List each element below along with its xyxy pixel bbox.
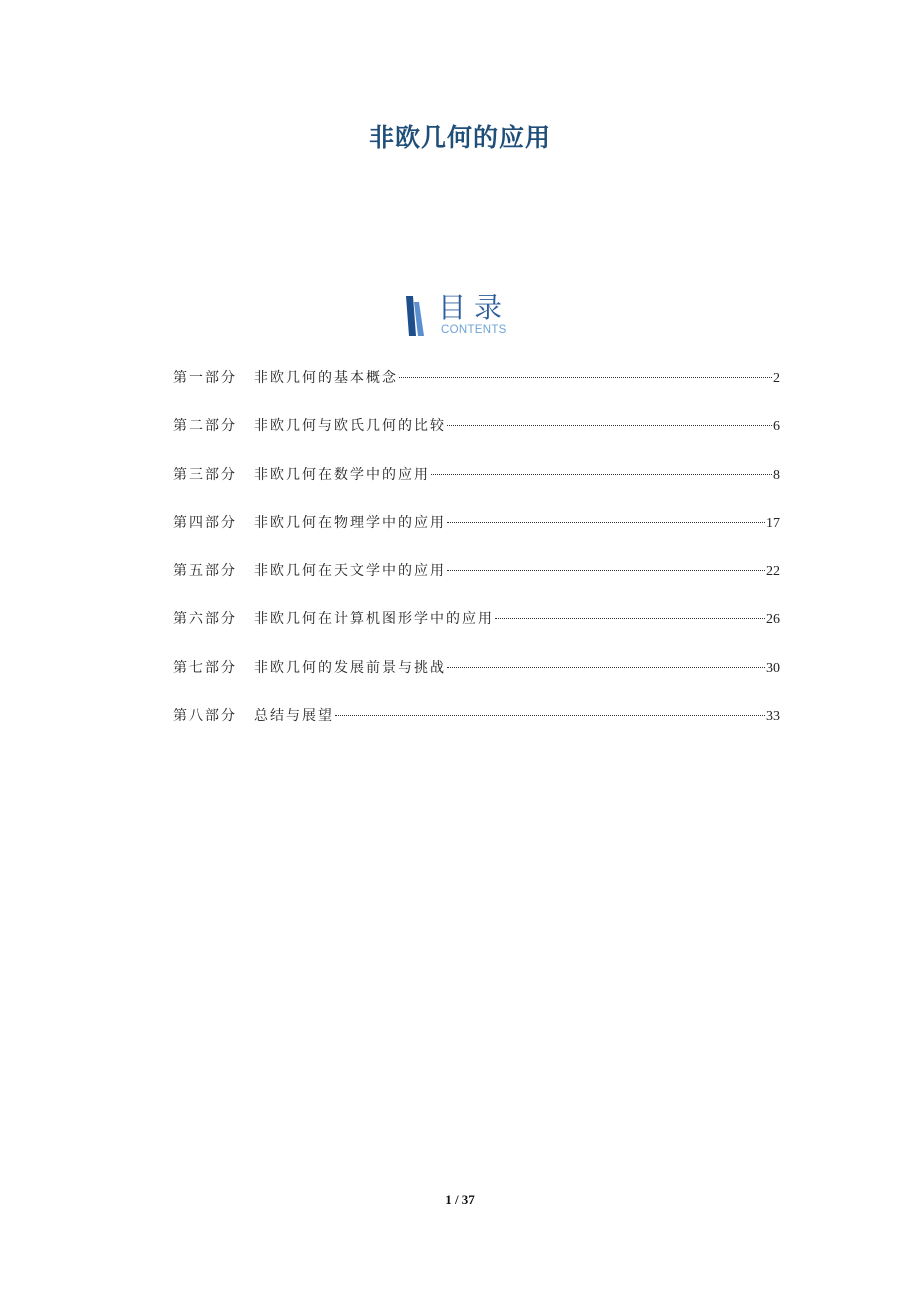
toc-entry-title: 非欧几何的基本概念: [254, 370, 398, 386]
toc-entry-part: 第五部分: [173, 563, 237, 580]
toc-dot-leader: [447, 667, 765, 668]
toc-entry-page: 33: [766, 709, 780, 725]
toc-dot-leader: [447, 425, 772, 426]
toc-header: [404, 292, 534, 342]
toc-heading: 目录: [438, 291, 511, 324]
toc-entry-page: 30: [766, 660, 780, 676]
toc-entry[interactable]: [173, 461, 780, 509]
toc-subheading: CONTENTS: [441, 324, 507, 336]
toc-entry-part: 第八部分: [173, 708, 237, 725]
toc-entry-page: 2: [773, 371, 780, 386]
toc-entry-page: 22: [766, 564, 780, 580]
toc-dot-leader: [447, 570, 765, 571]
toc-entry-part: 第七部分: [173, 659, 237, 676]
document-title: 非欧几何的应用: [368, 123, 551, 152]
toc-entry-part: 第三部分: [173, 466, 237, 483]
toc-entry[interactable]: [173, 364, 780, 412]
toc-entry-title: 非欧几何在物理学中的应用: [254, 514, 446, 531]
toc-entry-part: 第四部分: [173, 514, 237, 531]
toc-entry-title: 非欧几何与欧氏几何的比较: [254, 418, 446, 435]
toc-entry-title: 非欧几何在天文学中的应用: [254, 563, 446, 580]
toc-entry-part: 第六部分: [173, 611, 237, 628]
toc-entry-title: 非欧几何在计算机图形学中的应用: [254, 611, 494, 628]
blue-slanted-bars-icon: [404, 296, 428, 340]
page-indicator: 1 / 37: [445, 1192, 475, 1207]
toc-dot-leader: [431, 474, 772, 475]
toc-entry-title: 总结与展望: [254, 708, 334, 725]
toc-entry[interactable]: [173, 654, 780, 702]
toc-entry-title: 非欧几何的发展前景与挑战: [254, 659, 446, 676]
toc-entry-page: 17: [766, 515, 780, 531]
toc-entry-title: 非欧几何在数学中的应用: [254, 466, 430, 483]
toc-entry[interactable]: [173, 702, 780, 750]
toc-entry-page: 6: [773, 419, 780, 435]
toc-dot-leader: [447, 522, 765, 523]
toc-entry[interactable]: [173, 509, 780, 557]
toc-dot-leader: [399, 377, 772, 378]
toc-list: [173, 364, 780, 750]
toc-dot-leader: [495, 618, 765, 619]
toc-entry-page: 8: [773, 467, 780, 483]
toc-entry[interactable]: [173, 605, 780, 653]
toc-entry-part: 第二部分: [173, 418, 237, 435]
toc-dot-leader: [335, 715, 765, 716]
toc-entry[interactable]: [173, 412, 780, 460]
toc-entry-part: 第一部分: [173, 370, 237, 386]
toc-entry-page: 26: [766, 612, 780, 628]
toc-entry[interactable]: [173, 557, 780, 605]
